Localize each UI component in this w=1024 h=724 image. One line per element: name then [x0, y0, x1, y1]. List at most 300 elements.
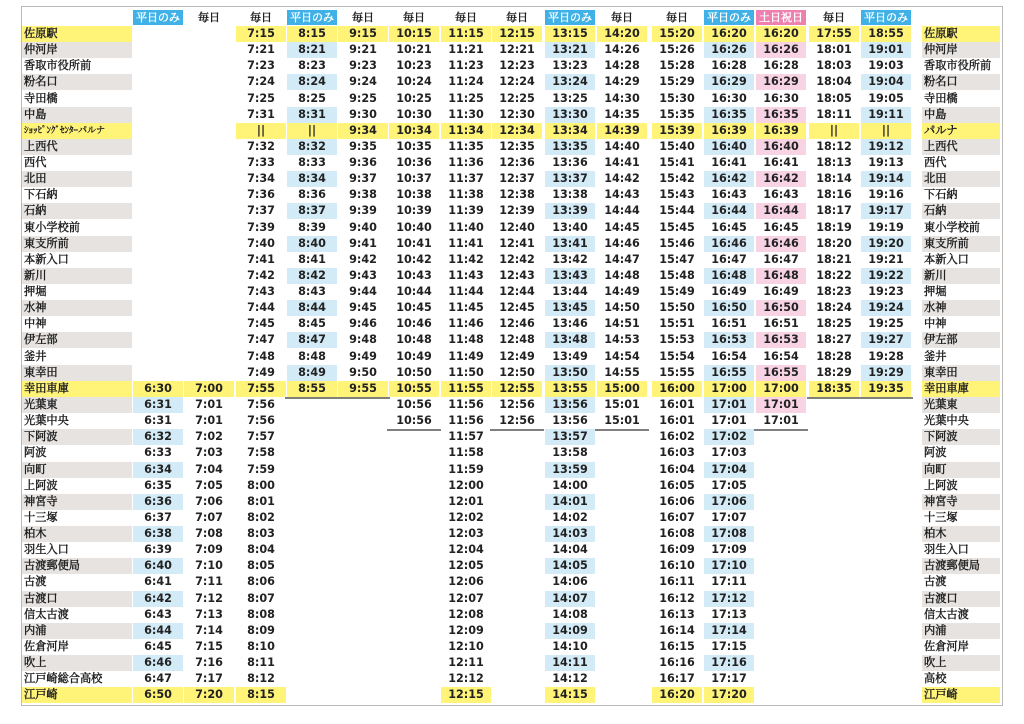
departure-time: 17:16 [711, 656, 747, 670]
departure-time: 15:01 [604, 414, 640, 428]
departure-time: 16:54 [711, 349, 747, 363]
departure-time: 8:15 [247, 688, 275, 702]
departure-time: 11:15 [448, 27, 484, 40]
departure-time: || [829, 123, 839, 137]
departure-time: 7:03 [195, 446, 223, 460]
departure-time: 12:42 [499, 252, 535, 266]
departure-time: 18:01 [816, 43, 852, 57]
stop-name-right: 向町 [924, 462, 947, 476]
departure-time: 17:15 [711, 639, 747, 653]
departure-time: 19:03 [868, 59, 904, 73]
departure-time: 16:40 [763, 139, 799, 153]
departure-time: 6:44 [144, 623, 172, 637]
departure-time: 12:24 [499, 75, 535, 89]
departure-time: 15:42 [659, 172, 695, 186]
departure-time: 8:40 [298, 236, 326, 250]
stop-name-right: 釜井 [924, 349, 947, 363]
departure-time: 16:20 [711, 27, 747, 40]
stop-name-right: 本新入口 [924, 252, 969, 266]
departure-time: 16:51 [711, 317, 747, 331]
departure-time: 11:48 [448, 333, 484, 347]
stop-name-right: 石納 [924, 204, 947, 218]
departure-time: 16:28 [711, 59, 747, 73]
departure-time: 8:01 [247, 494, 275, 508]
stop-name-right: 古渡口 [924, 591, 958, 605]
departure-time: 14:45 [604, 220, 640, 234]
departure-time: 17:07 [711, 510, 747, 524]
departure-time: 16:26 [763, 43, 799, 57]
departure-time: 7:33 [247, 156, 275, 170]
departure-time: 11:45 [448, 301, 484, 315]
stop-name-right: 光葉東 [924, 397, 958, 411]
departure-time: 16:44 [711, 204, 747, 218]
stop-name-right: 高校 [924, 672, 947, 686]
departure-time: 7:36 [247, 188, 275, 202]
column-header: 毎日 [455, 11, 477, 24]
departure-time: 16:49 [763, 285, 799, 299]
stop-name-right: 羽生入口 [924, 543, 969, 557]
trip-end-line [859, 397, 913, 399]
departure-time: 12:44 [499, 285, 535, 299]
departure-time: 8:10 [247, 639, 275, 653]
departure-time: 19:14 [868, 172, 904, 186]
departure-time: 16:08 [659, 527, 695, 541]
stop-name-right: 下石納 [924, 188, 958, 202]
departure-time: 16:42 [763, 172, 799, 186]
stop-name-right: 仲河岸 [924, 43, 958, 57]
column-header: 平日のみ [133, 10, 183, 25]
departure-time: 16:01 [659, 414, 695, 428]
stop-name-right: 中神 [924, 317, 947, 331]
departure-time: 16:11 [659, 575, 695, 589]
departure-time: 19:01 [868, 43, 904, 57]
departure-time: 13:59 [552, 462, 588, 476]
departure-time: 16:45 [711, 220, 747, 234]
departure-time: 14:44 [604, 204, 640, 218]
departure-time: 16:15 [659, 639, 695, 653]
departure-time: 16:39 [711, 123, 747, 137]
departure-time: 13:49 [552, 349, 588, 363]
departure-time: 10:23 [396, 59, 432, 73]
departure-time: 12:48 [499, 333, 535, 347]
departure-time: 14:53 [604, 333, 640, 347]
departure-time: 15:28 [659, 59, 695, 73]
departure-time: 18:28 [816, 349, 852, 363]
departure-time: 10:45 [396, 301, 432, 315]
stop-name-left: 寺田橋 [24, 91, 58, 105]
departure-time: 11:58 [448, 446, 484, 460]
departure-time: 16:44 [763, 204, 799, 218]
departure-time: 8:11 [247, 656, 275, 670]
departure-time: 7:43 [247, 285, 275, 299]
departure-time: || [307, 123, 317, 137]
departure-time: 14:11 [552, 656, 588, 670]
departure-time: 8:07 [247, 591, 275, 605]
departure-time: 8:00 [247, 478, 275, 492]
departure-time: 19:23 [868, 285, 904, 299]
stop-name-right: 吹上 [924, 656, 947, 670]
stop-name-right: 新川 [924, 268, 947, 282]
departure-time: 16:43 [763, 188, 799, 202]
departure-time: 15:46 [659, 236, 695, 250]
departure-time: 16:09 [659, 543, 695, 557]
departure-time: 7:25 [247, 91, 275, 105]
departure-time: 11:57 [448, 430, 484, 444]
stop-name-left: ｼｮｯﾋﾟﾝｸﾞｾﾝﾀｰパルナ [24, 125, 106, 136]
departure-time: 9:15 [349, 27, 377, 40]
column-header: 毎日 [506, 11, 528, 24]
departure-time: 13:25 [552, 91, 588, 105]
departure-time: 19:13 [868, 156, 904, 170]
departure-time: 15:20 [659, 27, 695, 40]
departure-time: 6:50 [144, 688, 172, 702]
departure-time: 10:24 [396, 75, 432, 89]
departure-time: 10:56 [396, 414, 432, 428]
departure-time: 10:49 [396, 349, 432, 363]
departure-time: 15:48 [659, 268, 695, 282]
departure-time: 6:47 [144, 672, 172, 686]
departure-time: 7:48 [247, 349, 275, 363]
departure-time: 16:41 [711, 156, 747, 170]
stop-name-right: 下阿波 [924, 430, 958, 444]
departure-time: 11:37 [448, 172, 484, 186]
departure-time: 11:43 [448, 268, 484, 282]
departure-time: 13:35 [552, 139, 588, 153]
departure-time: 7:47 [247, 333, 275, 347]
departure-time: 19:05 [868, 91, 904, 105]
stop-name-left: 羽生入口 [24, 543, 69, 557]
departure-time: 9:40 [349, 220, 377, 234]
stop-name-left: 釜井 [24, 349, 47, 363]
departure-time: 13:39 [552, 204, 588, 218]
departure-time: 7:17 [195, 672, 223, 686]
departure-time: 6:34 [144, 462, 172, 476]
departure-time: 18:27 [816, 333, 852, 347]
departure-time: 12:56 [499, 414, 535, 428]
departure-time: 7:08 [195, 527, 223, 541]
departure-time: 14:41 [604, 156, 640, 170]
departure-time: 9:30 [349, 107, 377, 121]
departure-time: 8:41 [298, 252, 326, 266]
departure-time: 9:48 [349, 333, 377, 347]
departure-time: 16:12 [659, 591, 695, 605]
departure-time: 7:20 [195, 688, 223, 702]
stop-name-right: 水神 [924, 301, 947, 315]
departure-time: 19:19 [868, 220, 904, 234]
departure-time: 18:17 [816, 204, 852, 218]
departure-time: 11:36 [448, 156, 484, 170]
departure-time: 16:04 [659, 462, 695, 476]
departure-time: 8:49 [298, 365, 326, 379]
departure-time: 16:45 [763, 220, 799, 234]
departure-time: 13:46 [552, 317, 588, 331]
departure-time: 17:10 [711, 559, 747, 573]
departure-time: 9:55 [349, 381, 377, 395]
departure-time: 7:31 [247, 107, 275, 121]
departure-time: 10:48 [396, 333, 432, 347]
departure-time: 17:01 [711, 397, 747, 411]
departure-time: 13:45 [552, 301, 588, 315]
departure-time: 12:39 [499, 204, 535, 218]
stop-name-right: 信太古渡 [924, 607, 969, 621]
stop-name-right: 香取市役所前 [924, 59, 992, 73]
departure-time: 8:09 [247, 623, 275, 637]
departure-time: 7:10 [195, 559, 223, 573]
departure-time: 6:31 [144, 414, 172, 428]
departure-time: 6:45 [144, 639, 172, 653]
departure-time: 15:26 [659, 43, 695, 57]
departure-time: 12:11 [448, 656, 484, 670]
departure-time: 15:35 [659, 107, 695, 121]
departure-time: 15:44 [659, 204, 695, 218]
departure-time: 14:12 [552, 672, 588, 686]
departure-time: 7:55 [247, 381, 275, 395]
departure-time: 17:01 [763, 414, 799, 428]
departure-time: 11:24 [448, 75, 484, 89]
departure-time: 12:45 [499, 301, 535, 315]
stop-name-right: 東支所前 [924, 236, 969, 250]
departure-time: 16:35 [763, 107, 799, 121]
stop-name-left: 仲河岸 [24, 43, 58, 57]
departure-time: 12:04 [448, 543, 484, 557]
departure-time: 7:32 [247, 139, 275, 153]
departure-time: 13:41 [552, 236, 588, 250]
departure-time: 10:40 [396, 220, 432, 234]
departure-time: 14:55 [604, 365, 640, 379]
departure-time: 9:25 [349, 91, 377, 105]
departure-time: 13:56 [552, 414, 588, 428]
departure-time: 18:13 [816, 156, 852, 170]
departure-time: 12:02 [448, 510, 484, 524]
departure-time: 12:41 [499, 236, 535, 250]
departure-time: 9:39 [349, 204, 377, 218]
stop-name-right: 東小学校前 [924, 220, 980, 234]
departure-time: 10:56 [396, 397, 432, 411]
stop-name-left: 内浦 [24, 623, 47, 637]
departure-time: 16:10 [659, 559, 695, 573]
departure-time: 17:55 [816, 27, 852, 40]
departure-time: 16:16 [659, 656, 695, 670]
departure-time: 18:24 [816, 301, 852, 315]
trip-end-line [754, 429, 808, 431]
stop-name-left: 上西代 [24, 139, 58, 153]
departure-time: 8:23 [298, 59, 326, 73]
departure-time: 10:44 [396, 285, 432, 299]
stop-name-right: 押堀 [924, 285, 947, 299]
departure-time: 10:35 [396, 139, 432, 153]
stop-name-right: 伊左部 [924, 333, 958, 347]
departure-time: 13:23 [552, 59, 588, 73]
departure-time: 12:12 [448, 672, 484, 686]
departure-time: 19:22 [868, 268, 904, 282]
stop-name-left: 吹上 [24, 656, 47, 670]
departure-time: 12:55 [499, 381, 535, 395]
stop-name-left: 信太古渡 [24, 607, 69, 621]
departure-time: 11:50 [448, 365, 484, 379]
stop-name-left: 水神 [24, 301, 47, 315]
departure-time: 11:38 [448, 188, 484, 202]
departure-time: 11:49 [448, 349, 484, 363]
departure-time: 7:42 [247, 268, 275, 282]
departure-time: 10:36 [396, 156, 432, 170]
departure-time: || [881, 123, 891, 137]
departure-time: 16:06 [659, 494, 695, 508]
departure-time: 13:15 [552, 27, 588, 40]
departure-time: 9:34 [349, 123, 377, 137]
stop-name-right: 神宮寺 [924, 494, 958, 508]
stop-name-left: 古渡郵便局 [24, 559, 80, 573]
departure-time: 12:38 [499, 188, 535, 202]
departure-time: 16:01 [659, 397, 695, 411]
departure-time: 6:33 [144, 446, 172, 460]
departure-time: 18:55 [868, 27, 904, 40]
departure-time: 12:01 [448, 494, 484, 508]
stop-name-left: 佐原駅 [24, 27, 58, 40]
departure-time: 15:01 [604, 397, 640, 411]
departure-time: 16:47 [763, 252, 799, 266]
departure-time: 14:04 [552, 543, 588, 557]
departure-time: 14:10 [552, 639, 588, 653]
departure-time: 18:05 [816, 91, 852, 105]
departure-time: 8:33 [298, 156, 326, 170]
stop-name-left: 光葉中央 [24, 414, 69, 428]
departure-time: 14:01 [552, 494, 588, 508]
departure-time: 7:37 [247, 204, 275, 218]
departure-time: 8:08 [247, 607, 275, 621]
departure-time: 18:25 [816, 317, 852, 331]
departure-time: 11:25 [448, 91, 484, 105]
departure-time: 17:03 [711, 446, 747, 460]
departure-time: 8:04 [247, 543, 275, 557]
departure-time: 10:42 [396, 252, 432, 266]
stop-name-right: パルナ [924, 123, 958, 137]
departure-time: 16:20 [659, 688, 695, 702]
departure-time: 15:40 [659, 139, 695, 153]
departure-time: 16:50 [711, 301, 747, 315]
departure-time: 6:42 [144, 591, 172, 605]
departure-time: 16:47 [711, 252, 747, 266]
departure-time: 17:09 [711, 543, 747, 557]
departure-time: 11:39 [448, 204, 484, 218]
departure-time: 7:56 [247, 414, 275, 428]
stop-name-right: 東幸田 [924, 365, 958, 379]
departure-time: 18:14 [816, 172, 852, 186]
departure-time: 16:03 [659, 446, 695, 460]
departure-time: 8:02 [247, 510, 275, 524]
departure-time: 7:49 [247, 365, 275, 379]
trip-end-line [490, 429, 544, 431]
stop-name-right: 阿波 [924, 446, 947, 460]
stop-name-right: 古渡 [924, 575, 947, 589]
departure-time: 13:36 [552, 156, 588, 170]
departure-time: 12:00 [448, 478, 484, 492]
departure-time: 18:11 [816, 107, 852, 121]
departure-time: 7:23 [247, 59, 275, 73]
departure-time: 11:59 [448, 462, 484, 476]
stop-name-left: 阿波 [24, 446, 47, 460]
departure-time: 8:05 [247, 559, 275, 573]
stop-name-left: 西代 [24, 156, 47, 170]
departure-time: 16:26 [711, 43, 747, 57]
trip-end-line [807, 397, 861, 399]
departure-time: 16:46 [711, 236, 747, 250]
departure-time: 7:59 [247, 462, 275, 476]
departure-time: 8:39 [298, 220, 326, 234]
departure-time: 11:42 [448, 252, 484, 266]
departure-time: || [256, 123, 266, 137]
departure-time: 16:13 [659, 607, 695, 621]
departure-time: 8:31 [298, 107, 326, 121]
departure-time: 12:06 [448, 575, 484, 589]
departure-time: 14:05 [552, 559, 588, 573]
departure-time: 8:24 [298, 75, 326, 89]
departure-time: 14:40 [604, 139, 640, 153]
stop-name-left: 向町 [24, 462, 47, 476]
departure-time: 7:24 [247, 75, 275, 89]
departure-time: 12:37 [499, 172, 535, 186]
departure-time: 16:41 [763, 156, 799, 170]
column-header: 平日のみ [861, 10, 911, 25]
departure-time: 8:03 [247, 527, 275, 541]
departure-time: 16:48 [711, 268, 747, 282]
departure-time: 15:55 [659, 365, 695, 379]
departure-time: 13:55 [552, 381, 588, 395]
departure-time: 12:34 [499, 123, 535, 137]
departure-time: 17:20 [711, 688, 747, 702]
departure-time: 14:06 [552, 575, 588, 589]
stop-name-left: 十三塚 [24, 510, 58, 524]
departure-time: 15:30 [659, 91, 695, 105]
departure-time: 16:28 [763, 59, 799, 73]
departure-time: 9:37 [349, 172, 377, 186]
departure-time: 7:21 [247, 43, 275, 57]
departure-time: 14:00 [552, 478, 588, 492]
departure-time: 13:40 [552, 220, 588, 234]
departure-time: 8:37 [298, 204, 326, 218]
departure-time: 15:47 [659, 252, 695, 266]
departure-time: 10:37 [396, 172, 432, 186]
departure-time: 17:11 [711, 575, 747, 589]
departure-time: 19:17 [868, 204, 904, 218]
departure-time: 8:25 [298, 91, 326, 105]
departure-time: 7:11 [195, 575, 223, 589]
departure-time: 7:00 [195, 381, 223, 395]
departure-time: 16:02 [659, 430, 695, 444]
stop-name-left: 佐倉河岸 [24, 639, 69, 653]
departure-time: 10:41 [396, 236, 432, 250]
departure-time: 18:21 [816, 252, 852, 266]
stop-name-left: 本新入口 [24, 252, 69, 266]
departure-time: 16:30 [711, 91, 747, 105]
stop-name-left: 中神 [24, 317, 47, 331]
departure-time: 12:43 [499, 268, 535, 282]
column-header: 毎日 [611, 11, 633, 24]
departure-time: 18:12 [816, 139, 852, 153]
departure-time: 12:50 [499, 365, 535, 379]
departure-time: 15:53 [659, 333, 695, 347]
departure-time: 18:19 [816, 220, 852, 234]
departure-time: 16:05 [659, 478, 695, 492]
departure-time: 8:42 [298, 268, 326, 282]
departure-time: 18:35 [816, 381, 852, 395]
departure-time: 18:20 [816, 236, 852, 250]
stop-name-right: 十三塚 [924, 510, 958, 524]
stop-name-left: 古渡口 [24, 591, 58, 605]
departure-time: 12:03 [448, 527, 484, 541]
column-header: 平日のみ [287, 10, 337, 25]
departure-time: 16:51 [763, 317, 799, 331]
departure-time: 9:42 [349, 252, 377, 266]
